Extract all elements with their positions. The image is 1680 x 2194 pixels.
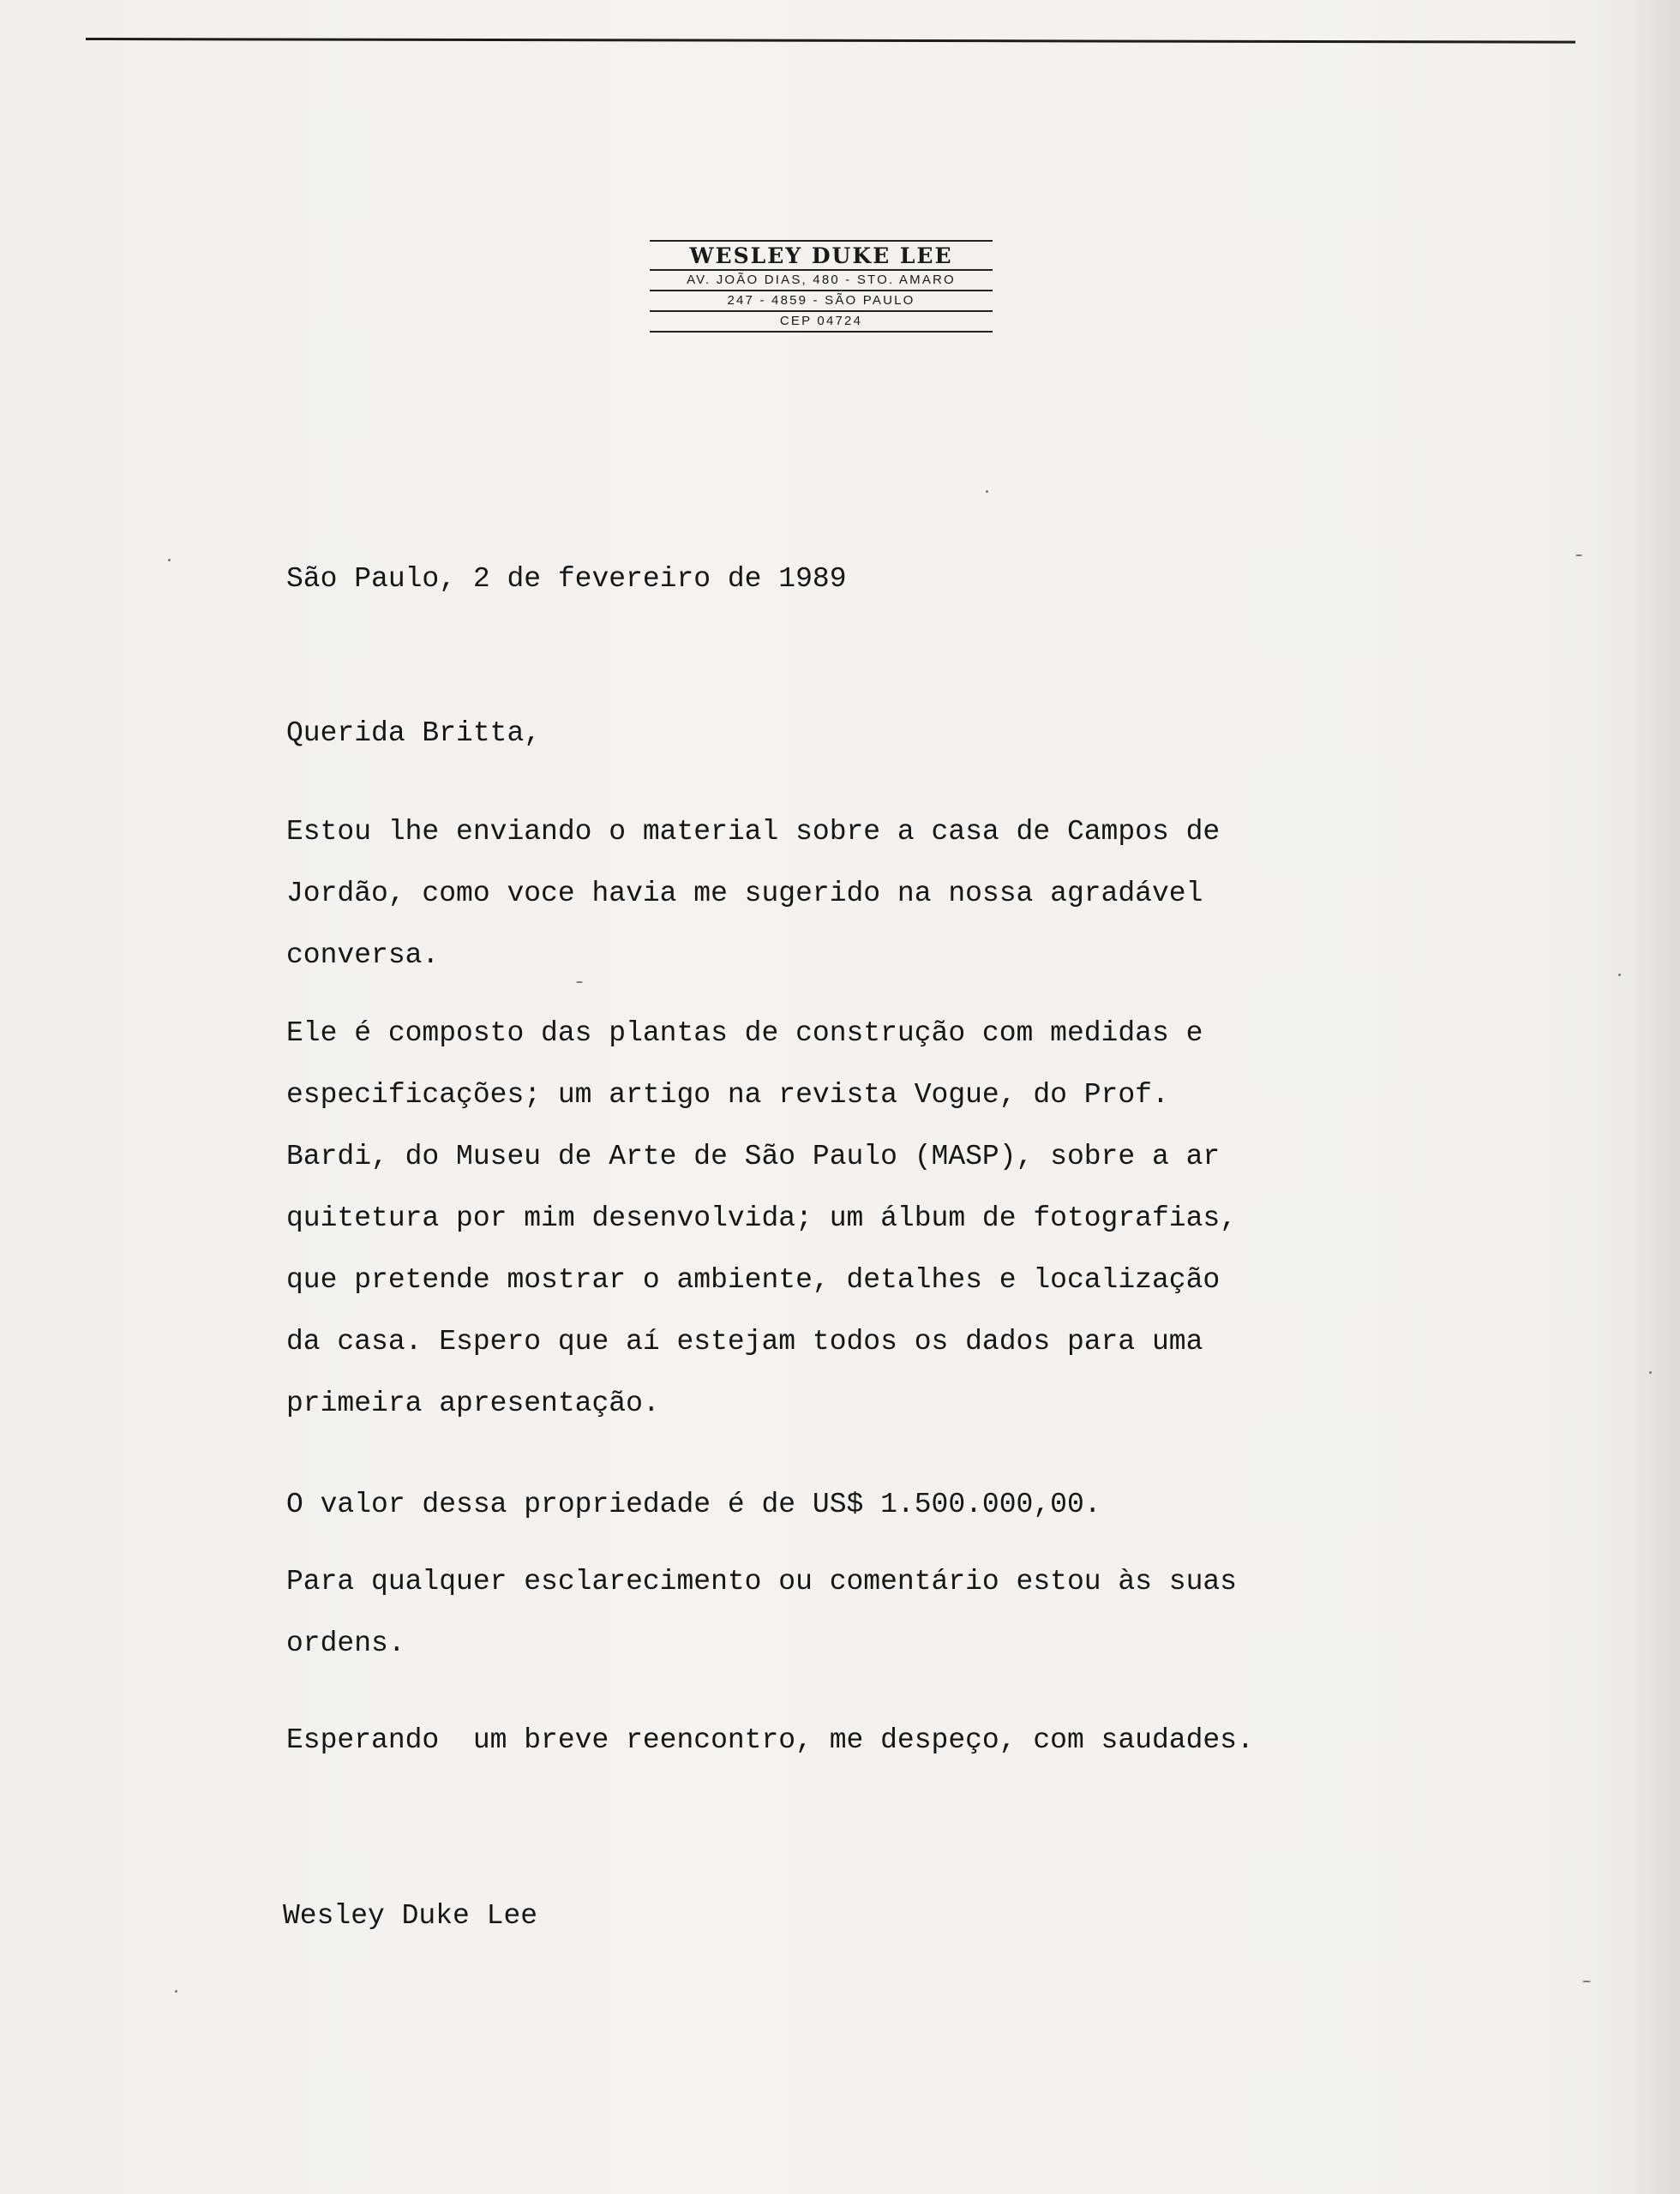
paper-speck <box>1649 1371 1652 1374</box>
letter-paragraph: O valor dessa propriedade é de US$ 1.500.000,00. <box>286 1489 1101 1520</box>
letterhead <box>650 240 993 333</box>
paper-speck <box>1575 554 1582 556</box>
paper-speck <box>1618 974 1621 976</box>
letter-paragraph: Estou lhe enviando o material sobre a casa de Campos de Jordão, como voce havia me sugerido na nossa agradável conversa. <box>286 816 1221 971</box>
letter-paragraph: Para qualquer esclarecimento ou comentário estou às suas ordens. <box>286 1566 1237 1659</box>
letterhead-cep: CEP 04724 <box>779 314 863 328</box>
paper-speck <box>1582 1981 1591 1982</box>
letterhead-name: WESLEY DUKE LEE <box>689 243 953 268</box>
paper-speck <box>576 981 583 983</box>
paper-speck <box>168 559 171 561</box>
paper-speck <box>175 1990 177 1993</box>
letterhead-rule <box>650 331 993 333</box>
letter-date: São Paulo, 2 de fevereiro de 1989 <box>286 563 847 595</box>
letterhead-phone-city: 247 - 4859 - SÃO PAULO <box>727 293 915 308</box>
letter-paragraph: Ele é composto das plantas de construção com medidas e especificações; um artigo na revista Vogue, do Prof. Bardi, do Museu de Arte de São Paulo (MASP), sobre a ar quitetura por mim desenvolvida; um álbum de fotografias, que pretende mostrar o ambiente, detalhes e localização da casa. Espero que aí estejam todos os dados para uma primeira apresentação. <box>286 1017 1237 1419</box>
page-edge-shadow <box>1629 0 1680 2194</box>
letter-salutation: Querida Britta, <box>286 717 542 749</box>
letter-paragraph: Esperando um breve reencontro, me despeço, com saudades. <box>286 1724 1254 1756</box>
paper-speck <box>986 490 988 493</box>
letterhead-address: AV. JOÃO DIAS, 480 - STO. AMARO <box>687 273 956 287</box>
top-rule-line <box>86 38 1575 44</box>
letter-signature: Wesley Duke Lee <box>283 1900 538 1932</box>
